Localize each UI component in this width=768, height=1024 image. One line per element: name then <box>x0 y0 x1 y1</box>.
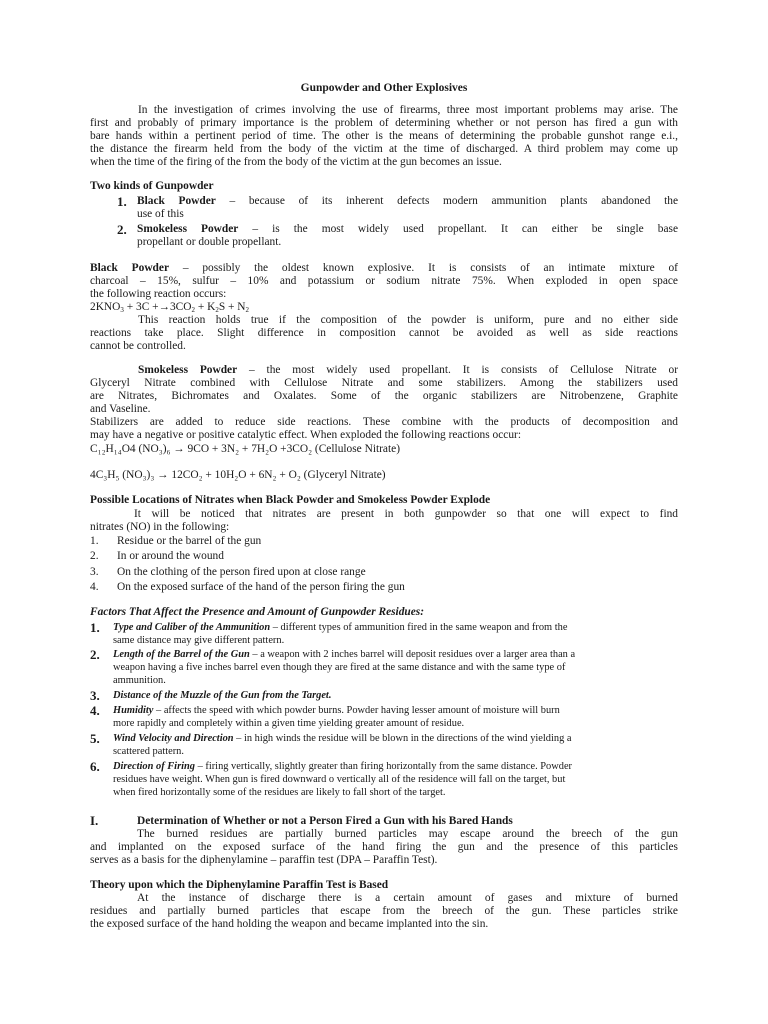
intro-line: In the investigation of crimes involving the use of firearms, three most important problems may arise. The <box>138 104 678 116</box>
factors-heading: Factors That Affect the Presence and Amount of Gunpowder Residues: <box>90 606 425 618</box>
list-item: 4. On the exposed surface of the hand of the person firing the gun <box>90 581 405 593</box>
factor-item-cont: weapon having a five inches barrel even though they are fired at the same distance and with the same type of <box>113 662 566 673</box>
black-powder-line: Black Powder – possibly the oldest known explosive. It is consists of an intimate mixture of <box>90 262 678 274</box>
intro-line: the distance the firearm held from the body of the victim at the time of discharged. A third problem may come up <box>90 143 678 155</box>
list-number: 5. <box>90 731 100 746</box>
list-number: 6. <box>90 759 100 774</box>
black-powder-line: reactions take place. Slight difference in composition cannot be avoided as well as side reactions <box>90 327 678 339</box>
list-item: 1. Residue or the barrel of the gun <box>90 535 262 547</box>
smokeless-line: are Nitrates, Bichromates and Oxalates. Some of the organic stabilizers are Nitrobenzene, Graphite <box>90 390 678 402</box>
black-powder-line: the following reaction occurs: <box>90 288 227 300</box>
intro-line: when the time of the firing of the from the body of the victim at the gun becomes an issue. <box>90 156 502 168</box>
list-number: 2. <box>90 647 100 662</box>
section-line: serves as a basis for the diphenylamine – paraffin test (DPA – Paraffin Test). <box>90 854 438 866</box>
list-number: 1. <box>90 620 100 635</box>
equation: $2KNO_3 + 3C +\to 3CO_2 + K_2S + N_2$ <box>90 301 250 314</box>
section-line: and implanted on the exposed surface of the hand firing the gun and the presence of this particles <box>90 841 678 853</box>
factor-item-cont: more rapidly and completely within a given time yielding greater amount of residue. <box>113 718 465 729</box>
section-line: The burned residues are partially burned particles may escape around the breech of the gun <box>137 828 678 840</box>
smokeless-line: Stabilizers are added to reduce side reactions. These combine with the products of decomposition and <box>90 416 678 428</box>
list-item: Smokeless Powder – is the most widely used propellant. It can either be single base <box>137 223 678 235</box>
factor-item-cont: residues have weight. When gun is fired downward o vertically all of the residence will fall on the target, but <box>113 774 566 785</box>
list-item-cont: propellant or double propellant. <box>137 236 282 248</box>
black-powder-line: charcoal – 15%, sulfur – 10% and potassium or sodium nitrate 75%. When exploded in open space <box>90 275 678 287</box>
factor-item-cont: when fired horizontally some of the residues are likely to fall short of the target. <box>113 787 446 798</box>
section-heading: Determination of Whether or not a Person Fired a Gun with his Bared Hands <box>137 815 513 827</box>
equation: 4C₃H₅ (NO₃)₃ → 12CO₂ + 10H₂O + 6N₂ + O₂ (Glyceryl Nitrate) <box>90 469 386 481</box>
list-item: 3. On the clothing of the person fired upon at close range <box>90 566 366 578</box>
factor-item: Wind Velocity and Direction – in high winds the residue will be blown in the directions of the wind yielding a <box>113 733 572 744</box>
locations-line: nitrates (NO) in the following: <box>90 521 230 533</box>
locations-heading: Possible Locations of Nitrates when Black Powder and Smokeless Powder Explode <box>90 494 491 506</box>
factor-item-cont: ammunition. <box>113 675 166 686</box>
black-powder-line: cannot be controlled. <box>90 340 186 352</box>
list-number: 2. <box>117 222 127 237</box>
smokeless-line: may have a negative or positive catalytic effect. When exploded the following reactions occur: <box>90 429 521 441</box>
smokeless-line: Smokeless Powder – the most widely used propellant. It is consists of Cellulose Nitrate or <box>138 364 679 376</box>
smokeless-line: and Vaseline. <box>90 403 151 415</box>
factor-item: Distance of the Muzzle of the Gun from the Target. <box>113 690 332 701</box>
list-item: Black Powder – because of its inherent defects modern ammunition plants abandoned the <box>137 195 678 207</box>
section-roman: I. <box>90 813 99 828</box>
list-number: 3. <box>90 688 100 703</box>
list-item: 2. In or around the wound <box>90 550 224 562</box>
intro-line: bare hands within a pertinent period of time. The other is the means of determining the probable gunshot range e.i., <box>90 130 678 142</box>
factor-item-cont: same distance may give different pattern. <box>113 635 285 646</box>
factor-item: Humidity – affects the speed with which powder burns. Powder having lesser amount of moisture will burn <box>113 705 560 716</box>
factor-item-cont: scattered pattern. <box>113 746 184 757</box>
document-title: Gunpowder and Other Explosives <box>300 82 468 94</box>
black-powder-line: This reaction holds true if the composition of the powder is uniform, pure and no either side <box>138 314 678 326</box>
theory-line: At the instance of discharge there is a certain amount of gases and mixture of burned <box>137 892 678 904</box>
theory-line: residues and partially burned particles that escape from the breech of the gun. These particles strike <box>90 905 678 917</box>
intro-line: first and probably of primary importance is the problem of determining whether or not person has fired a gun with <box>90 117 678 129</box>
locations-line: It will be noticed that nitrates are present in both gunpowder so that one will expect to find <box>134 508 678 520</box>
list-number: 4. <box>90 703 100 718</box>
equation: C₁₂H₁₄O4 (NO₃)₆ → 9CO + 3N₂ + 7H₂O +3CO₂ (Cellulose Nitrate) <box>90 443 401 455</box>
two-kinds-heading: Two kinds of Gunpowder <box>90 180 214 192</box>
factor-item: Direction of Firing – firing vertically, slightly greater than firing horizontally from the same distance. Powder <box>113 761 573 772</box>
theory-line: the exposed surface of the hand holding the weapon and became implanted into the sin. <box>90 918 489 930</box>
list-item-cont: use of this <box>137 208 184 220</box>
smokeless-line: Glyceryl Nitrate combined with Cellulose Nitrate and some stabilizers. Among the stabilizers used <box>90 377 678 389</box>
list-number: 1. <box>117 194 127 209</box>
theory-heading: Theory upon which the Diphenylamine Paraffin Test is Based <box>90 879 389 891</box>
factor-item: Type and Caliber of the Ammunition – different types of ammunition fired in the same weapon and from the <box>113 622 568 633</box>
factor-item: Length of the Barrel of the Gun – a weapon with 2 inches barrel will deposit residues over a larger area than a <box>113 649 576 660</box>
